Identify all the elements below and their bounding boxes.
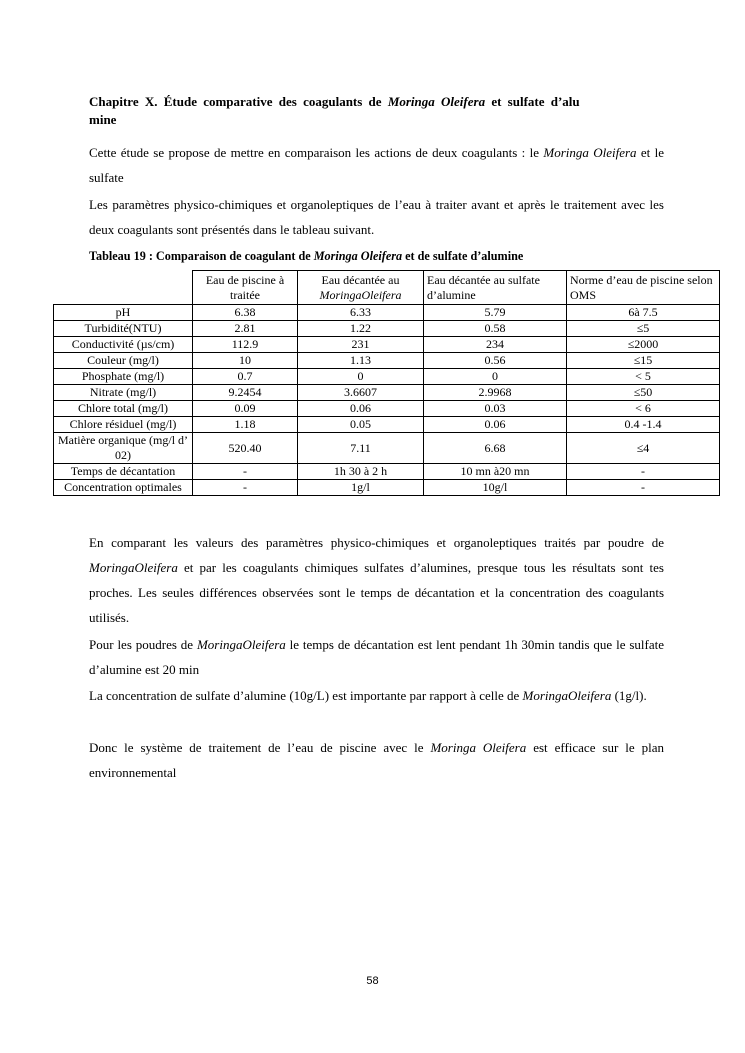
cell-parameter: Turbidité(NTU)	[54, 321, 193, 337]
cell-raw-water: 9.2454	[193, 385, 298, 401]
table-row	[54, 464, 720, 480]
cell-oms-norm: ≤5	[567, 321, 720, 337]
cell-raw-water: 0.7	[193, 369, 298, 385]
cell-moringa: 1h 30 à 2 h	[298, 464, 424, 480]
chapter-heading-line2: mine	[89, 112, 117, 127]
table-header-row	[54, 271, 720, 305]
cell-moringa: 231	[298, 337, 424, 353]
cell-raw-water: -	[193, 464, 298, 480]
cell-raw-water: 10	[193, 353, 298, 369]
cell-raw-water: 112.9	[193, 337, 298, 353]
table-caption: Tableau 19 : Comparaison de coagulant de Moringa Oleifera et de sulfate d’alumine	[89, 249, 524, 263]
cell-moringa: 6.33	[298, 305, 424, 321]
cell-parameter: Temps de décantation	[54, 464, 193, 480]
header-oms-norm: Norme d’eau de piscine selon OMS	[567, 271, 720, 305]
cell-sulfate: 0.03	[424, 401, 567, 417]
table-body	[54, 305, 720, 496]
cell-moringa: 1g/l	[298, 480, 424, 496]
cell-sulfate: 10 mn à20 mn	[424, 464, 567, 480]
cell-oms-norm: -	[567, 480, 720, 496]
table-row	[54, 353, 720, 369]
cell-moringa: 1.22	[298, 321, 424, 337]
cell-oms-norm: < 5	[567, 369, 720, 385]
cell-oms-norm: 6à 7.5	[567, 305, 720, 321]
cell-oms-norm: ≤15	[567, 353, 720, 369]
cell-parameter: Nitrate (mg/l)	[54, 385, 193, 401]
cell-moringa: 7.11	[298, 433, 424, 464]
cell-oms-norm: -	[567, 464, 720, 480]
discussion-paragraph-3: La concentration de sulfate d’alumine (10g/L) est importante par rapport à celle de MoringaOleifera (1g/l).	[89, 688, 647, 703]
chapter-heading	[89, 93, 669, 129]
cell-sulfate: 6.68	[424, 433, 567, 464]
discussion-paragraph-4: Donc le système de traitement de l’eau de piscine avec le Moringa Oleifera est efficace sur le plan environnemental	[89, 740, 664, 780]
table-row	[54, 401, 720, 417]
cell-raw-water: 520.40	[193, 433, 298, 464]
table-row	[54, 433, 720, 464]
table-row	[54, 385, 720, 401]
cell-raw-water: 2.81	[193, 321, 298, 337]
cell-sulfate: 0.56	[424, 353, 567, 369]
cell-sulfate: 0.58	[424, 321, 567, 337]
cell-sulfate: 10g/l	[424, 480, 567, 496]
cell-sulfate: 0.06	[424, 417, 567, 433]
cell-oms-norm: 0.4 -1.4	[567, 417, 720, 433]
cell-oms-norm: ≤50	[567, 385, 720, 401]
table-row	[54, 417, 720, 433]
cell-raw-water: 1.18	[193, 417, 298, 433]
intro-paragraph-1: Cette étude se propose de mettre en comparaison les actions de deux coagulants : le Moringa Oleifera et le sulfate	[89, 145, 664, 185]
cell-moringa: 0.06	[298, 401, 424, 417]
cell-sulfate: 234	[424, 337, 567, 353]
cell-parameter: Matière organique (mg/l d’ 02)	[54, 433, 193, 464]
cell-moringa: 3.6607	[298, 385, 424, 401]
table-row	[54, 480, 720, 496]
cell-moringa: 1.13	[298, 353, 424, 369]
cell-raw-water: 0.09	[193, 401, 298, 417]
header-raw-water: Eau de piscine à traitée	[193, 271, 298, 305]
cell-oms-norm: ≤4	[567, 433, 720, 464]
cell-raw-water: -	[193, 480, 298, 496]
cell-oms-norm: < 6	[567, 401, 720, 417]
header-moringa: Eau décantée au MoringaOleifera	[298, 271, 424, 305]
table-row	[54, 305, 720, 321]
cell-parameter: Chlore total (mg/l)	[54, 401, 193, 417]
table-row	[54, 321, 720, 337]
cell-parameter: Conductivité (µs/cm)	[54, 337, 193, 353]
discussion-paragraph-1: En comparant les valeurs des paramètres physico-chimiques et organoleptiques traités par poudre de MoringaOleifera et par les coagulants chimiques sulfates d’alumines, presque tous les résultats sont tes proches. Les seules différences observées sont le temps de décantation et la concentration des coagulants utilisés.	[89, 535, 664, 625]
table-row	[54, 369, 720, 385]
cell-parameter: Concentration optimales	[54, 480, 193, 496]
table-row	[54, 337, 720, 353]
cell-parameter: pH	[54, 305, 193, 321]
cell-oms-norm: ≤2000	[567, 337, 720, 353]
cell-parameter: Phosphate (mg/l)	[54, 369, 193, 385]
cell-parameter: Chlore résiduel (mg/l)	[54, 417, 193, 433]
cell-sulfate: 5.79	[424, 305, 567, 321]
discussion-paragraph-2: Pour les poudres de MoringaOleifera le temps de décantation est lent pendant 1h 30min tandis que le sulfate d’alumine est 20 min	[89, 637, 664, 677]
cell-parameter: Couleur (mg/l)	[54, 353, 193, 369]
cell-sulfate: 2.9968	[424, 385, 567, 401]
cell-sulfate: 0	[424, 369, 567, 385]
cell-moringa: 0	[298, 369, 424, 385]
header-sulfate: Eau décantée au sulfate d’alumine	[424, 271, 567, 305]
page-number: 58	[366, 975, 379, 987]
comparison-table	[53, 270, 720, 496]
table-header-empty	[54, 271, 193, 305]
cell-moringa: 0.05	[298, 417, 424, 433]
chapter-heading-line1: Chapitre X. Étude comparative des coagulants de Moringa Oleifera et sulfate d’alu	[89, 94, 580, 109]
intro-paragraph-2: Les paramètres physico-chimiques et organoleptiques de l’eau à traiter avant et après le traitement avec les deux coagulants sont présentés dans le tableau suivant.	[89, 197, 664, 237]
cell-raw-water: 6.38	[193, 305, 298, 321]
